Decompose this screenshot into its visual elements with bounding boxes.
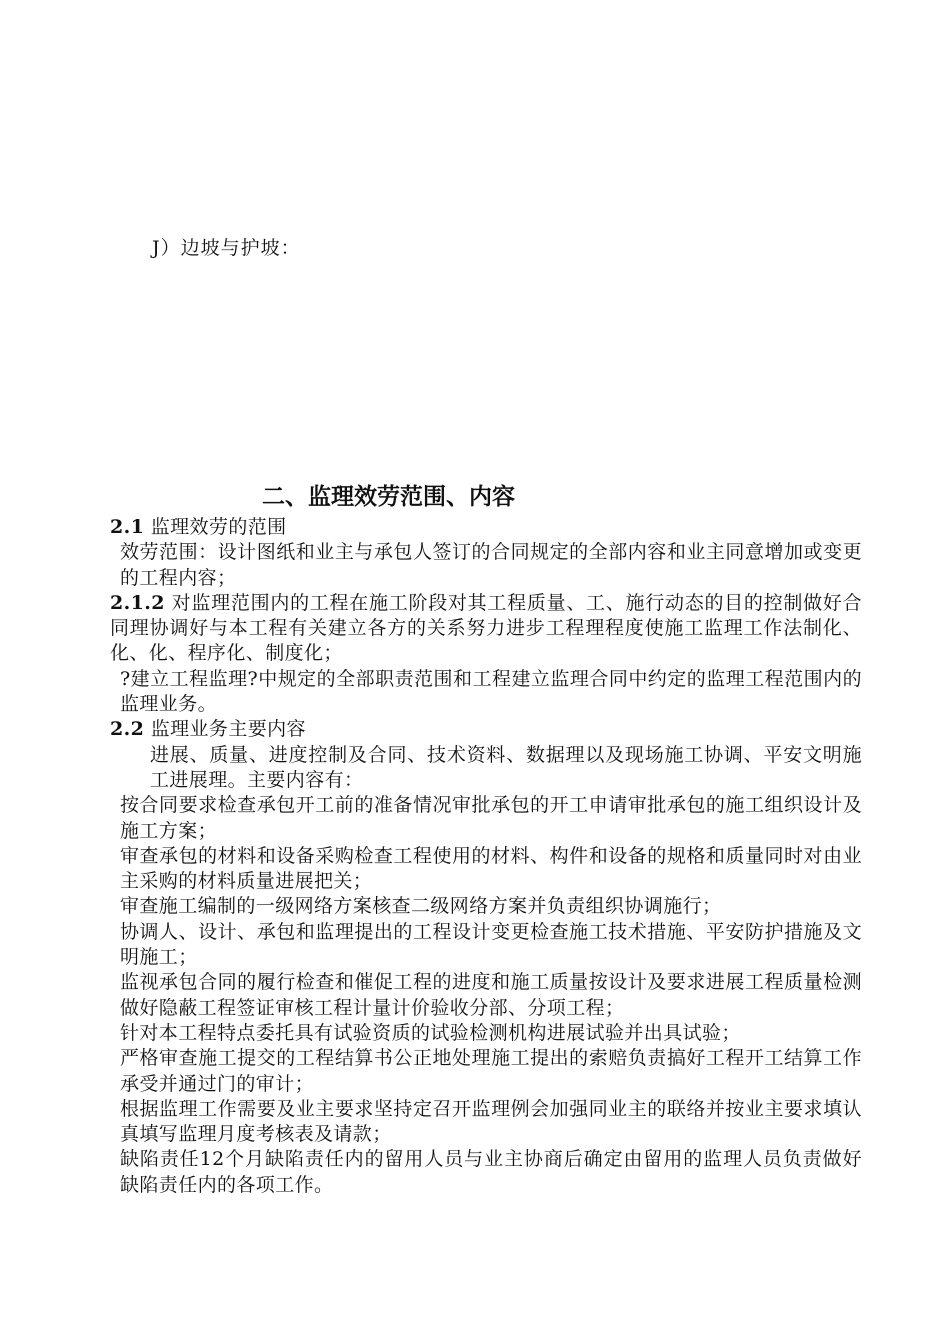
- list-item: 缺陷责任12个月缺陷责任内的留用人员与业主协商后确定由留用的监理人员负责做好缺陷责任内的各项工作。: [120, 1148, 862, 1196]
- subsection-title: 监理业务主要内容: [150, 718, 306, 741]
- list-item: 监视承包合同的履行检查和催促工程的进度和施工质量按设计及要求进展工程质量检测做好隐蔽工程签证审核工程计量计价验收分部、分项工程；: [120, 971, 862, 1019]
- body-text: [110, 515, 862, 1198]
- subsection-2-1-2: [110, 591, 862, 667]
- paragraph-scope: 效劳范围：设计图纸和业主与承包人签订的合同规定的全部内容和业主同意增加或变更的工程内容；: [120, 541, 862, 589]
- list-item: 审查施工编制的一级网络方案核查二级网络方案并负责组织协调施行；: [120, 895, 722, 918]
- paragraph-text: 对监理范围内的工程在施工阶段对其工程质量、工、施行动态的目的控制做好合同理协调好与本工程有关建立各方的关系努力进步工程理程度使施工监理工作法制化、化、化、程序化、制度化；: [110, 591, 862, 665]
- list-item: 按合同要求检查承包开工前的准备情况审批承包的开工申请审批承包的施工组织设计及施工方案；: [120, 794, 862, 842]
- list-item: 审查承包的材料和设备采购检查工程使用的材料、构件和设备的规格和质量同时对由业主采购的材料质量进展把关；: [120, 844, 862, 893]
- section-number: 2.1: [110, 516, 145, 538]
- paragraph-duty: ?建立工程监理?中规定的全部职责范围和工程建立监理合同中约定的监理工程范围内的监理业务。: [120, 667, 862, 716]
- list-item: 严格审查施工提交的工程结算书公正地处理施工提出的索赔负责搞好工程开工结算工作承受并通过门的审计；: [120, 1047, 862, 1095]
- list-item: 针对本工程特点委托具有试验资质的试验检测机构进展试验并出具试验；: [120, 1021, 741, 1044]
- section-heading: 二、监理效劳范围、内容: [262, 484, 515, 510]
- list-item: 根据监理工作需要及业主要求坚持定召开监理例会加强同业主的联络并按业主要求填认真填写监理月度考核表及请款；: [120, 1097, 862, 1146]
- subsection-2-2: [110, 717, 862, 742]
- section-number: 2.2: [110, 718, 145, 741]
- list-item: 协调人、设计、承包和监理提出的工程设计变更检查施工技术措施、平安防护措施及文明施工；: [120, 920, 862, 969]
- item-j-slope-protection: J）边坡与护坡：: [152, 237, 301, 259]
- subsection-2-1: [110, 515, 862, 540]
- section-number: 2.1.2: [110, 591, 165, 614]
- subsection-title: 监理效劳的范围: [150, 516, 287, 538]
- paragraph-intro: 进展、质量、进度控制及合同、技术资料、数据理以及现场施工协调、平安文明施工进展理。主要内容有：: [150, 743, 862, 791]
